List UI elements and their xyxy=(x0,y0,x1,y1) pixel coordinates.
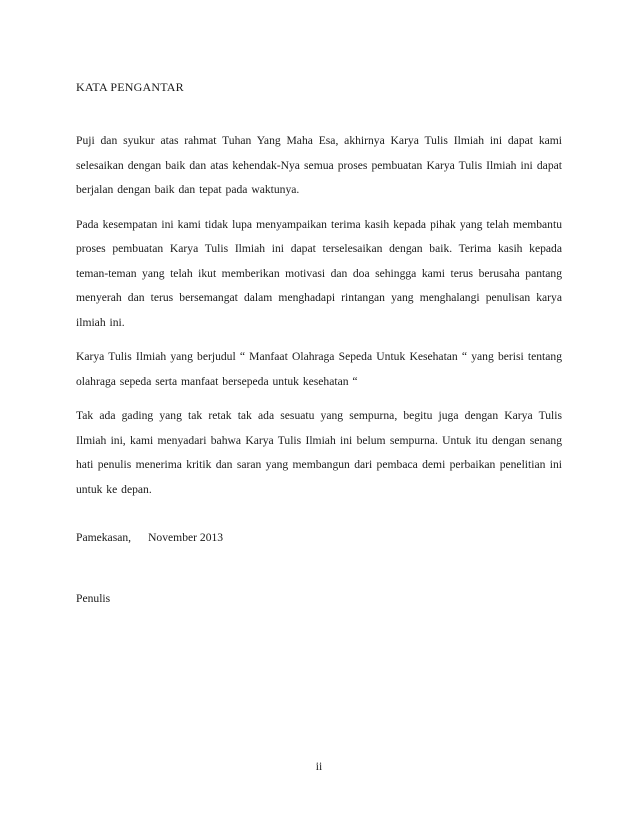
document-title: KATA PENGANTAR xyxy=(76,80,184,94)
signer-name: Penulis xyxy=(76,592,111,605)
paragraph-closing: Tak ada gading yang tak retak tak ada sesuatu yang sempurna, begitu juga dengan Karya Tulis Ilmiah ini, kami menyadari bahwa Karya Tulis Ilmiah ini belum sempurna. Untuk itu dengan senang hati penulis menerima kritik dan saran yang membangun dari pembaca demi perbaikan penelitian ini untuk ke depan. xyxy=(76,409,562,496)
paragraph-thanks: Pada kesempatan ini kami tidak lupa menyampaikan terima kasih kepada pihak yang telah membantu proses pembuatan Karya Tulis Ilmiah ini dapat terselesaikan dengan baik. Terima kasih kepada teman-teman yang telah ikut memberikan motivasi dan doa sehingga kami terus berusaha pantang menyerah dan terus bersemangat dalam menghadapi rintangan yang menghalangi penulisan karya ilmiah ini. xyxy=(76,217,562,329)
place-text: Pamekasan, xyxy=(76,531,132,544)
paragraph-topic: Karya Tulis Ilmiah yang berjudul “ Manfaat Olahraga Sepeda Untuk Kesehatan “ yang berisi tentang olahraga sepeda serta manfaat bersepeda untuk kesehatan “ xyxy=(76,350,562,388)
document-body xyxy=(76,129,562,512)
paragraph-gratitude: Puji dan syukur atas rahmat Tuhan Yang Maha Esa, akhirnya Karya Tulis Ilmiah ini dapat kami selesaikan dengan baik dan atas kehendak-Nya semua proses pembuatan Karya Tulis Ilmiah ini dapat berjalan dengan baik dan tepat pada waktunya. xyxy=(76,134,562,196)
page-number: ii xyxy=(315,760,323,773)
place-date-line xyxy=(76,531,223,544)
date-text: November 2013 xyxy=(148,531,224,544)
